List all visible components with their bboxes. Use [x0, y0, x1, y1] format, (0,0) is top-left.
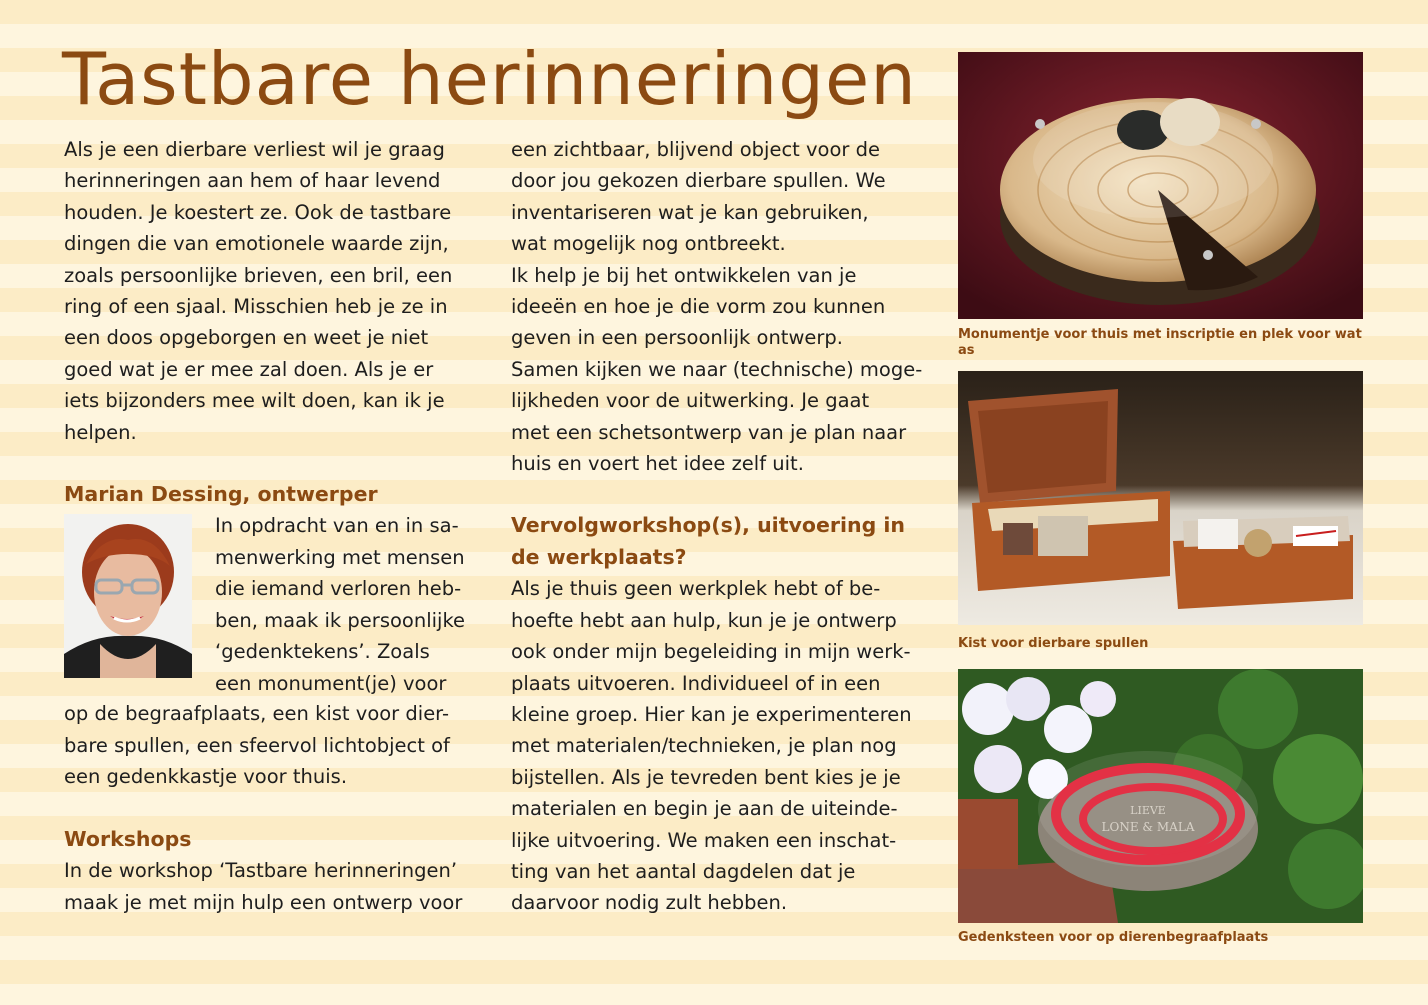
text-line: daarvoor nodig zult hebben. — [511, 891, 788, 915]
text-line: In opdracht van en in sa- — [215, 514, 459, 538]
text-line: inventariseren wat je kan gebruiken, — [511, 200, 869, 224]
text-line: een monument(je) voor — [215, 671, 447, 695]
text-line: Als je thuis geen werkplek hebt of be- — [511, 577, 881, 601]
text-line: met een schetsontwerp van je plan naar — [511, 420, 907, 444]
about-paragraph-continued — [64, 698, 484, 792]
text-line: Ik help je bij het ontwikkelen van je — [511, 263, 857, 287]
text-line: ‘gedenktekens’. Zoals — [215, 640, 430, 664]
box-caption: Kist voor dierbare spullen — [958, 636, 1149, 651]
text-line: helpen. — [64, 420, 137, 444]
text-line: op de begraafplaats, een kist voor dier- — [64, 702, 449, 726]
text-line: In de workshop ‘Tastbare herinneringen’ — [64, 859, 458, 883]
text-line: een zichtbaar, blijvend object voor de — [511, 138, 881, 161]
text-line: menwerking met mensen — [215, 545, 465, 569]
text-line: ring of een sjaal. Misschien heb je ze in — [64, 295, 448, 319]
text-line: houden. Je koestert ze. Ook de tastbare — [64, 200, 452, 224]
text-line: door jou gekozen dierbare spullen. We — [511, 169, 886, 193]
followup-heading: de werkplaats? — [511, 544, 687, 569]
text-line: plaats uitvoeren. Individueel of in een — [511, 671, 881, 695]
text-line: bare spullen, een sfeervol lichtobject of — [64, 733, 450, 757]
about-side-text — [215, 510, 465, 698]
text-line: Als je een dierbare verliest wil je graag — [64, 138, 445, 161]
text-line: zoals persoonlijke brieven, een bril, een — [64, 263, 453, 287]
column-middle — [511, 134, 931, 919]
workshop-paragraph — [511, 134, 931, 479]
box-photo — [958, 371, 1363, 625]
text-line: kleine groep. Hier kan je experimenteren — [511, 702, 912, 726]
text-line: bijstellen. Als je tevreden bent kies je je — [511, 765, 901, 789]
text-line: geven in een persoonlijk ontwerp. — [511, 326, 843, 350]
text-line: die iemand verloren heb- — [215, 577, 462, 601]
stone-photo — [958, 669, 1363, 923]
column-left — [64, 134, 484, 918]
text-line: ting van het aantal dagdelen dat je — [511, 859, 856, 883]
text-line: lijkheden voor de uitwerking. Je gaat — [511, 389, 870, 413]
portrait-photo — [64, 514, 192, 678]
text-line: herinneringen aan hem of haar levend — [64, 169, 441, 193]
text-line: huis en voert het idee zelf uit. — [511, 452, 804, 476]
text-line: ben, maak ik persoonlijke — [215, 608, 466, 632]
workshops-paragraph — [64, 855, 484, 918]
text-line: hoefte hebt aan hulp, kun je je ontwerp — [511, 608, 897, 632]
text-line: een doos opgeborgen en weet je niet — [64, 326, 429, 350]
text-line: Samen kijken we naar (technische) moge- — [511, 357, 923, 381]
text-line: met materialen/technieken, je plan nog — [511, 734, 897, 758]
text-line: lijke uitvoering. We maken een inschat- — [511, 828, 897, 852]
page-title: Tastbare herinneringen — [62, 37, 917, 121]
text-line: wat mogelijk nog ontbreekt. — [511, 232, 786, 256]
text-line: ideeën en hoe je die vorm zou kunnen — [511, 295, 886, 319]
text-line: iets bijzonders mee wilt doen, kan ik je — [64, 389, 445, 413]
text-line: een gedenkkastje voor thuis. — [64, 765, 348, 789]
monument-caption: Monumentje voor thuis met inscriptie en plek voor wat as — [958, 327, 1362, 358]
monument-photo — [958, 52, 1363, 319]
workshops-heading: Workshops — [64, 826, 192, 851]
about-heading: Marian Dessing, ontwerper — [64, 482, 378, 507]
text-line: maak je met mijn hulp een ontwerp voor — [64, 890, 463, 914]
text-line: dingen die van emotionele waarde zijn, — [64, 232, 449, 256]
stone-inscription-line-1: LIEVE — [1130, 804, 1166, 817]
followup-heading: Vervolgworkshop(s), uitvoering in — [511, 513, 906, 538]
stone-caption: Gedenksteen voor op dierenbegraafplaats — [958, 930, 1269, 945]
intro-paragraph — [64, 134, 484, 448]
about-section — [64, 510, 484, 695]
text-line: materialen en begin je aan de uiteinde- — [511, 797, 898, 821]
text-line: ook onder mijn begeleiding in mijn werk- — [511, 640, 911, 664]
followup-paragraph — [511, 573, 931, 918]
text-line: goed wat je er mee zal doen. Als je er — [64, 357, 434, 381]
stone-inscription-line-2: LONE & MALA — [1101, 820, 1195, 834]
